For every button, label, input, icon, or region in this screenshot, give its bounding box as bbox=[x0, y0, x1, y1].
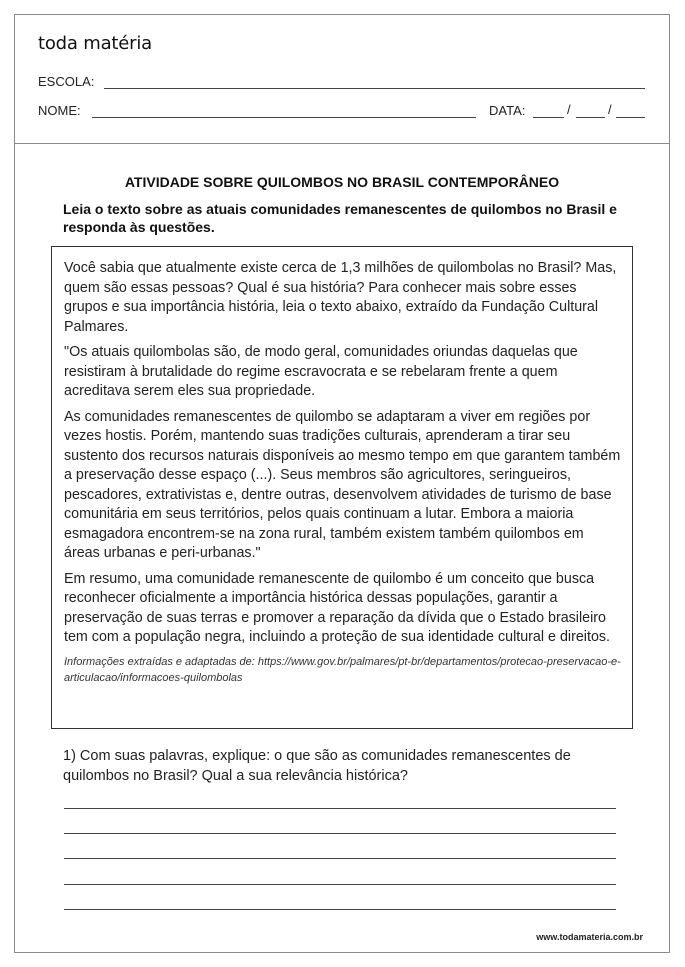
answer-line[interactable] bbox=[64, 858, 616, 859]
date-month-line[interactable] bbox=[576, 117, 605, 118]
answer-line[interactable] bbox=[64, 884, 616, 885]
text-paragraph: Você sabia que atualmente existe cerca de 1,3 milhões de quilombolas no Brasil? Mas, quem são essas pessoas? Qual é sua história? Para conhecer mais sobre esses grupos e sua importância história, leia o texto abaixo, extraído da Fundação Cultural Palmares. bbox=[64, 260, 617, 335]
name-label: NOME: bbox=[38, 103, 81, 118]
text-paragraph: As comunidades remanescentes de quilombo se adaptaram a viver em regiões por vezes hostis. Porém, mantendo suas tradições culturais, aprenderam a tirar seu sustento dos recursos naturais disponíveis ao mesmo tempo em que garantem também a preservação desse espaço (...). Seus membros são agricultores, seringueiros, pescadores, extrativistas e, dentre outras, desenvolvem atividades de turismo de base comunitária em seus territórios, pelos quais continuam a lutar. Embora a maioria esmagadora encontrem-se na zona rural, também existem também quilombos em áreas urbanas e peri-urbanas." bbox=[64, 408, 621, 561]
date-day-line[interactable] bbox=[533, 117, 564, 118]
date-separator: / bbox=[567, 102, 571, 117]
text-paragraph: Em resumo, uma comunidade remanescente de quilombo é um conceito que busca reconhecer oficialmente a importância histórica dessas populações, garantir a preservação de suas terras e promover a reparação da dívida que o Estado brasileiro tem com a população negra, incluindo a proteção de sua identidade cultural e direitos. bbox=[64, 570, 611, 645]
school-label: ESCOLA: bbox=[38, 74, 95, 89]
activity-instruction: Leia o texto sobre as atuais comunidades remanescentes de quilombos no Brasil e responda às questões. bbox=[63, 201, 617, 235]
toda-materia-logo: toda matéria bbox=[38, 33, 152, 54]
website-url: www.todamateria.com.br bbox=[536, 932, 643, 942]
text-paragraph: "Os atuais quilombolas são, de modo geral, comunidades oriundas daquelas que resistiram à brutalidade do regime escravocrata e se rebelaram frente a quem acreditava serem eles sua propriedade. bbox=[64, 344, 578, 399]
answer-line[interactable] bbox=[64, 833, 616, 834]
date-separator: / bbox=[608, 102, 612, 117]
school-field-line[interactable] bbox=[104, 88, 645, 89]
answer-line[interactable] bbox=[64, 808, 616, 809]
reading-text-box bbox=[51, 246, 633, 729]
name-field-line[interactable] bbox=[92, 117, 476, 118]
date-year-line[interactable] bbox=[616, 117, 645, 118]
answer-line[interactable] bbox=[64, 909, 616, 910]
source-citation: Informações extraídas e adaptadas de: https://www.gov.br/palmares/pt-br/departamentos/protecao-preservacao-e-articulacao/informacoes-quilombolas bbox=[64, 655, 621, 684]
header-divider bbox=[14, 143, 670, 144]
activity-title: ATIVIDADE SOBRE QUILOMBOS NO BRASIL CONTEMPORÂNEO bbox=[124, 174, 560, 190]
question-1: 1) Com suas palavras, explique: o que são as comunidades remanescentes de quilombos no Brasil? Qual a sua relevância histórica? bbox=[63, 748, 571, 784]
date-label: DATA: bbox=[489, 103, 526, 118]
